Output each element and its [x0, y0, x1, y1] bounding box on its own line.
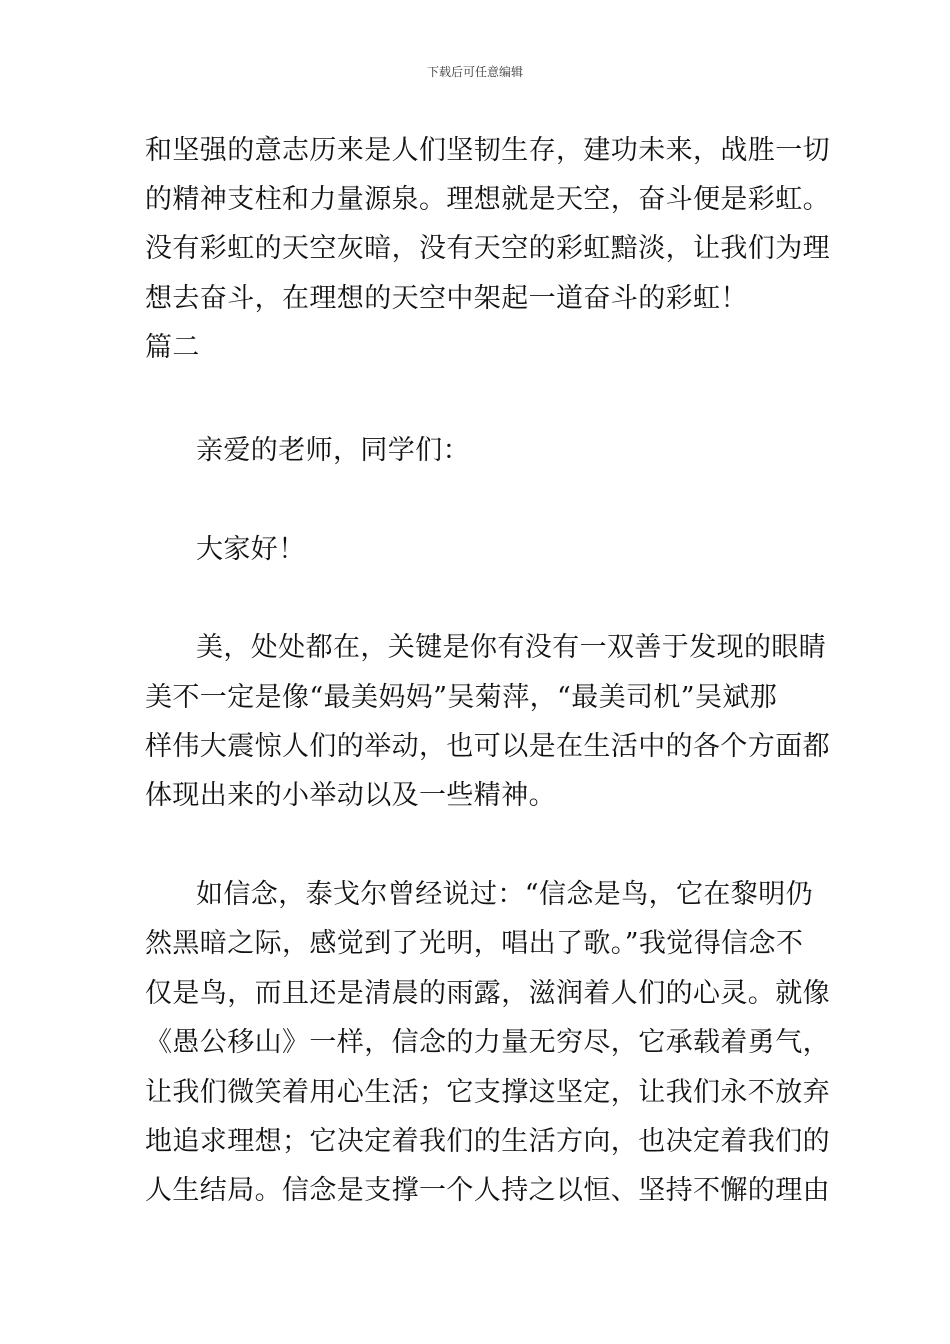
salutation: 亲爱的老师，同学们： — [196, 435, 470, 466]
text-line: 美，处处都在，关键是你有没有一双善于发现的眼睛 — [196, 632, 827, 663]
page-header: 下载后可任意编辑 — [426, 65, 523, 79]
text-line: 人生结局。信念是支撑一个人持之以恒、坚持不懈的理由 — [145, 1175, 830, 1206]
section-heading: 篇二 — [145, 332, 200, 363]
greeting: 大家好！ — [196, 534, 306, 565]
text-line: 然黑暗之际，感觉到了光明，唱出了歌。”我觉得信念不 — [145, 928, 804, 959]
text-line: 《愚公移山》一样，信念的力量无穷尽，它承载着勇气， — [145, 1027, 830, 1058]
text-line: 想去奋斗，在理想的天空中架起一道奋斗的彩虹！ — [145, 283, 748, 314]
text-line: 美不一定是像“最美妈妈”吴菊萍，“最美司机”吴斌那 — [145, 682, 778, 713]
text-line: 地追求理想；它决定着我们的生活方向，也决定着我们的 — [145, 1126, 830, 1157]
text-line: 让我们微笑着用心生活；它支撑这坚定，让我们永不放弃 — [145, 1077, 830, 1108]
text-line: 和坚强的意志历来是人们坚韧生存，建功未来，战胜一切 — [145, 135, 830, 166]
text-line: 样伟大震惊人们的举动，也可以是在生活中的各个方面都 — [145, 731, 830, 762]
text-line: 仅是鸟，而且还是清晨的雨露，滋润着人们的心灵。就像 — [145, 978, 830, 1009]
text-line: 的精神支柱和力量源泉。理想就是天空，奋斗便是彩虹。 — [145, 184, 830, 215]
text-line: 如信念，泰戈尔曾经说过：“信念是鸟，它在黎明仍 — [196, 879, 814, 910]
text-line: 体现出来的小举动以及一些精神。 — [145, 780, 556, 811]
text-line: 没有彩虹的天空灰暗，没有天空的彩虹黯淡，让我们为理 — [145, 233, 830, 264]
